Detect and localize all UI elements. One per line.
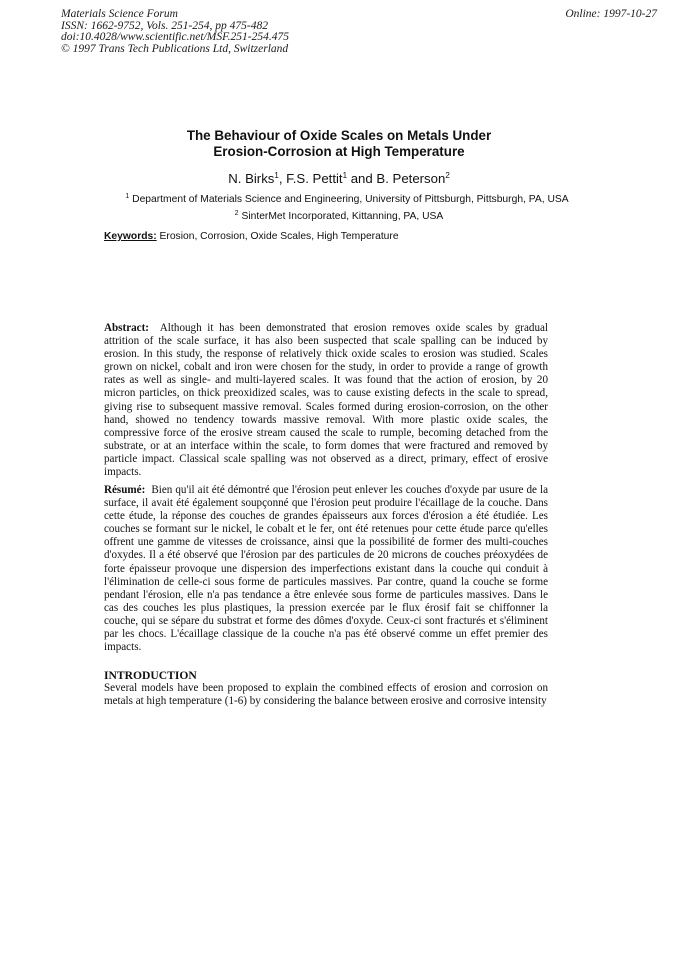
abstract — [104, 322, 548, 479]
resume-label: Résumé: — [104, 484, 146, 496]
journal-name: Materials Science Forum — [61, 8, 178, 20]
author-conjunction: and — [350, 171, 373, 186]
resume — [104, 484, 548, 654]
affiliation-text: Department of Materials Science and Engineering, University of Pittsburgh, Pittsburgh, PA, USA — [132, 194, 569, 205]
affiliation-mark: 2 — [234, 210, 239, 217]
paper-title-line-2: Erosion-Corrosion at High Temperature — [213, 144, 465, 159]
journal-doi: doi:10.4028/www.scientific.net/MSF.251-254.475 — [61, 31, 289, 43]
affiliation — [8, 190, 678, 206]
abstract-text: Although it has been demonstrated that erosion removes oxide scales by gradual attrition of the scale surface, it has also been suspected that scale spalling can be induced by erosion. In this study, the response of relatively thick oxide scales to erosion was studied. Scales grown on nickel, cobalt and iron were chosen for the study, in order to provide a range of growth rates as well as single- and multi-layered scales. It was found that the action of erosion, by 20 micron particles, on thick preoxidized scales, was to cause existing defects in the scale to spread, giving rise to subsequent massive removal. Scales formed during erosion-corrosion, on the other hand, showed no tendency towards massive removal. With more plastic oxide scales, the compressive force of the erosive stream caused the scale to rumple, becoming detached from the substrate, or at an interface within the scale, to form domes that were fractured and removed by particle impact. Classical scale spalling was not observed as a direct, primary, effect of erosive impacts. — [104, 322, 549, 479]
section-heading: INTRODUCTION — [104, 669, 197, 682]
author-name: N. Birks — [228, 171, 275, 186]
keywords — [104, 230, 399, 243]
author-list: N. Birks$^1$, F.S. Pettit$^1$ and B. Peterson$^2$ — [228, 171, 450, 186]
author-name: B. Peterson — [376, 171, 446, 186]
author-affiliation-mark: 1 — [342, 171, 348, 180]
resume-text: Bien qu'il ait été démontré que l'érosion peut enlever les couches d'oxyde par usure de la surface, il avait été également soupçonné que l'érosion peut produire l'écaillage de la couche. Dans cette étude, la réponse des couches de grandes épaisseurs aux forces d'érosion a été étudiée. Les couches se formant sur le nickel, le cobalt et le fer, ont été retenues pour cette étude parce qu'elles offrent une gamme de vitesses de croissance, ainsi que la possibilité de former des multi-couches d'oxydes. Il a été observé que l'érosion par des particules de 20 microns de couches préoxydées de forte épaisseur provoque une dispersion des imperfections existant dans la couche qui conduit à l'élimination de celle-ci sous forme de particules massives. Par contre, quand la couche se forme pendant l'érosion, elle n'a pas tendance a être enlevée sous forme de particules massives. Dans le cas des couches les plus plastiques, la pression exercée par le flux érosif fait se chiffonner la couche, qui se sépare du substrat et forme des dômes d'oxyde. Ceux-ci sont fracturés et s'éliminent par les chocs. L'écaillage classique de la couche n'a pas été observé comme un effet premier des impacts. — [104, 484, 549, 654]
author-name: F.S. Pettit — [286, 171, 343, 186]
author-affiliation-mark: 1 — [274, 171, 279, 180]
keywords-text: Erosion, Corrosion, Oxide Scales, High Temperature — [159, 231, 399, 242]
paper-title — [0, 128, 678, 160]
paper-title-line-1: The Behaviour of Oxide Scales on Metals Under — [186, 128, 492, 143]
journal-citation — [61, 9, 289, 55]
abstract-label: Abstract: — [104, 322, 149, 334]
author-affiliation-mark: 2 — [445, 171, 450, 180]
affiliation-text: SinterMet Incorporated, Kittanning, PA, USA — [241, 211, 444, 222]
online-date: Online: 1997-10-27 — [565, 8, 657, 20]
keywords-label: Keywords: — [104, 231, 157, 242]
journal-copyright: © 1997 Trans Tech Publications Ltd, Switzerland — [61, 42, 289, 55]
affiliation-mark: 1 — [125, 193, 130, 200]
introduction-paragraph: Several models have been proposed to explain the combined effects of erosion and corrosion on metals at high temperature (1-6) by considering the balance between erosive and corrosive intensity — [104, 682, 548, 708]
journal-issn: ISSN: 1662-9752, Vols. 251-254, pp 475-482 — [61, 19, 268, 32]
affiliation — [0, 207, 678, 223]
